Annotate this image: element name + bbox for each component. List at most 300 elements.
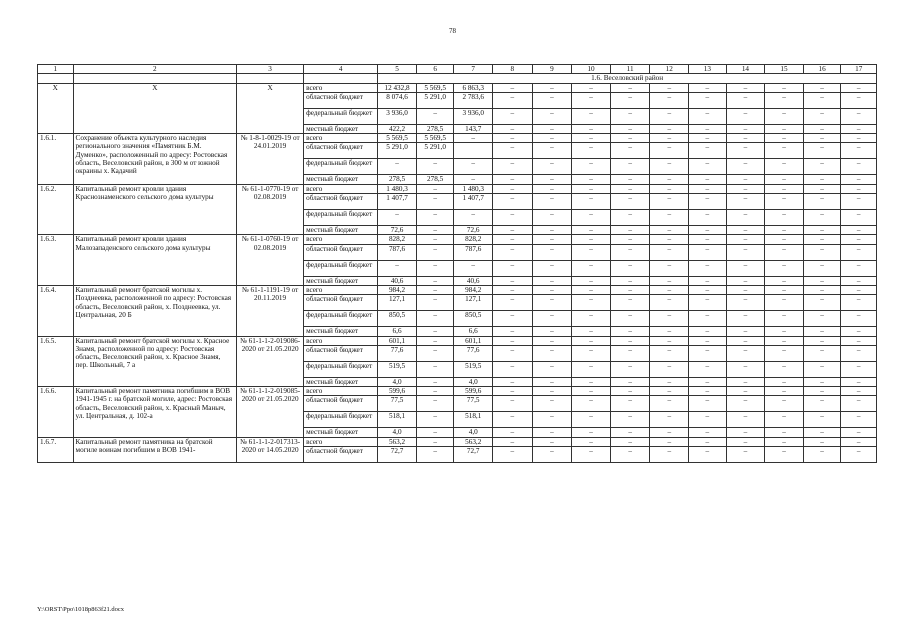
dash-cell: – <box>532 124 572 133</box>
dash-cell: – <box>689 428 727 437</box>
dash-cell: – <box>841 92 877 108</box>
dash-cell: – <box>726 295 765 311</box>
amount-v7: – <box>454 159 493 175</box>
dash-cell: – <box>726 194 765 210</box>
dash-cell: – <box>765 175 804 184</box>
dash-cell: – <box>610 311 650 327</box>
column-number: 3 <box>237 65 304 74</box>
dash-cell: – <box>532 184 572 193</box>
dash-cell: – <box>532 175 572 184</box>
amount-v7: 1 480,3 <box>454 184 493 193</box>
dash-cell: – <box>689 377 727 386</box>
dash-cell: – <box>532 83 572 92</box>
dash-cell: – <box>726 345 765 361</box>
dash-cell: – <box>803 83 841 92</box>
dash-cell: – <box>841 83 877 92</box>
dash-cell: – <box>610 412 650 428</box>
funding-source: федеральный бюджет <box>304 210 378 226</box>
amount-v5: 601,1 <box>378 336 417 345</box>
dash-cell: – <box>689 194 727 210</box>
dash-cell: – <box>689 285 727 294</box>
amount-v7: 601,1 <box>454 336 493 345</box>
dash-cell: – <box>726 235 765 244</box>
amount-v6: 278,5 <box>416 175 454 184</box>
dash-cell: – <box>765 159 804 175</box>
dash-cell: – <box>572 295 611 311</box>
dash-cell: – <box>650 92 689 108</box>
amount-v5: 787,6 <box>378 244 417 260</box>
dash-cell: – <box>572 226 611 235</box>
dash-cell: – <box>803 134 841 143</box>
dash-cell: – <box>765 194 804 210</box>
item-number: 1.6.1. <box>38 134 74 185</box>
dash-cell: – <box>765 108 804 124</box>
dash-cell: – <box>803 184 841 193</box>
funding-source: местный бюджет <box>304 327 378 336</box>
item-number: 1.6.4. <box>38 285 74 336</box>
dash-cell: – <box>726 412 765 428</box>
dash-cell: – <box>650 285 689 294</box>
dash-cell: – <box>572 143 611 159</box>
table-row <box>38 336 877 345</box>
column-number: 13 <box>689 65 727 74</box>
dash-cell: – <box>803 226 841 235</box>
dash-cell: – <box>841 226 877 235</box>
dash-cell: – <box>803 361 841 377</box>
item-number: 1.6.3. <box>38 235 74 286</box>
amount-v7: 72,6 <box>454 226 493 235</box>
column-number: 14 <box>726 65 765 74</box>
dash-cell: – <box>532 92 572 108</box>
dash-cell: – <box>726 260 765 276</box>
dash-cell: – <box>532 396 572 412</box>
amount-v6: – <box>416 260 454 276</box>
amount-v5: 599,6 <box>378 387 417 396</box>
item-document: № 61-1-1-2-019085-2020 от 21.05.2020 <box>237 387 304 438</box>
dash-cell: – <box>650 437 689 446</box>
dash-cell: – <box>726 92 765 108</box>
dash-cell: – <box>610 108 650 124</box>
dash-cell: – <box>803 345 841 361</box>
amount-v7: 2 783,6 <box>454 92 493 108</box>
dash-cell: – <box>841 134 877 143</box>
dash-cell: – <box>650 124 689 133</box>
dash-cell: – <box>841 124 877 133</box>
dash-cell: – <box>532 194 572 210</box>
dash-cell: – <box>610 377 650 386</box>
dash-cell: – <box>765 345 804 361</box>
amount-v6: 278,5 <box>416 124 454 133</box>
amount-v7: 72,7 <box>454 447 493 463</box>
dash-cell: – <box>572 412 611 428</box>
dash-cell: – <box>493 276 533 285</box>
dash-cell: – <box>726 244 765 260</box>
dash-cell: – <box>689 276 727 285</box>
dash-cell: – <box>841 447 877 463</box>
dash-cell: – <box>689 447 727 463</box>
dash-cell: – <box>841 244 877 260</box>
dash-cell: – <box>610 184 650 193</box>
dash-cell: – <box>610 327 650 336</box>
dash-cell: – <box>650 428 689 437</box>
dash-cell: – <box>841 159 877 175</box>
dash-cell: – <box>610 260 650 276</box>
amount-v7: 563,2 <box>454 437 493 446</box>
dash-cell: – <box>610 235 650 244</box>
dash-cell: – <box>689 124 727 133</box>
dash-cell: – <box>650 184 689 193</box>
dash-cell: – <box>610 143 650 159</box>
column-number: 1 <box>38 65 74 74</box>
dash-cell: – <box>726 124 765 133</box>
item-document: № 1-8-1-0029-19 от 24.01.2019 <box>237 134 304 185</box>
amount-v7: 3 936,0 <box>454 108 493 124</box>
dash-cell: – <box>841 428 877 437</box>
table-row <box>38 285 877 294</box>
column-number: 6 <box>416 65 454 74</box>
item-document: № 61-1-0760-19 от 02.08.2019 <box>237 235 304 286</box>
dash-cell: – <box>765 210 804 226</box>
dash-cell: – <box>572 244 611 260</box>
funding-source: всего <box>304 184 378 193</box>
item-name: Капитальный ремонт братской могилы х. Красное Знамя, расположенной по адресу: Ростовская область, Веселовский район, х. Красное Знамя, пер. Школьный, 7 а <box>73 336 237 387</box>
amount-v6: 5 569,5 <box>416 134 454 143</box>
dash-cell: – <box>650 194 689 210</box>
column-number: 15 <box>765 65 804 74</box>
dash-cell: – <box>803 92 841 108</box>
item-document: № 61-1-0770-19 от 02.08.2019 <box>237 184 304 235</box>
item-number: 1.6.6. <box>38 387 74 438</box>
dash-cell: – <box>841 345 877 361</box>
amount-v5: 278,5 <box>378 175 417 184</box>
dash-cell: – <box>726 336 765 345</box>
dash-cell: – <box>841 336 877 345</box>
dash-cell: – <box>650 108 689 124</box>
amount-v6: – <box>416 210 454 226</box>
dash-cell: – <box>726 83 765 92</box>
column-number: 5 <box>378 65 417 74</box>
item-name: Капитальный ремонт памятника на братской могиле воинам погибшим в ВОВ 1941- <box>73 437 237 462</box>
funding-source: всего <box>304 83 378 92</box>
dash-cell: – <box>726 361 765 377</box>
dash-cell: – <box>493 345 533 361</box>
amount-v6: – <box>416 244 454 260</box>
funding-source: областной бюджет <box>304 447 378 463</box>
dash-cell: – <box>493 108 533 124</box>
column-number: 8 <box>493 65 533 74</box>
dash-cell: – <box>650 235 689 244</box>
dash-cell: – <box>726 143 765 159</box>
dash-cell: – <box>610 276 650 285</box>
dash-cell: – <box>803 437 841 446</box>
dash-cell: – <box>765 235 804 244</box>
dash-cell: – <box>610 226 650 235</box>
dash-cell: – <box>689 327 727 336</box>
dash-cell: – <box>650 295 689 311</box>
dash-cell: – <box>650 83 689 92</box>
dash-cell: – <box>610 244 650 260</box>
dash-cell: – <box>572 396 611 412</box>
dash-cell: – <box>650 396 689 412</box>
dash-cell: – <box>765 124 804 133</box>
dash-cell: – <box>765 396 804 412</box>
dash-cell: – <box>650 336 689 345</box>
dash-cell: – <box>726 226 765 235</box>
dash-cell: – <box>726 175 765 184</box>
dash-cell: – <box>689 184 727 193</box>
dash-cell: – <box>841 311 877 327</box>
dash-cell: – <box>532 327 572 336</box>
dash-cell: – <box>493 387 533 396</box>
dash-cell: – <box>726 134 765 143</box>
amount-v6: – <box>416 285 454 294</box>
dash-cell: – <box>610 83 650 92</box>
amount-v5: 6,6 <box>378 327 417 336</box>
dash-cell: – <box>689 108 727 124</box>
dash-cell: – <box>532 226 572 235</box>
dash-cell: – <box>493 194 533 210</box>
funding-source: областной бюджет <box>304 345 378 361</box>
amount-v7: 984,2 <box>454 285 493 294</box>
amount-v5: 77,6 <box>378 345 417 361</box>
amount-v6: – <box>416 377 454 386</box>
table-row <box>38 83 877 92</box>
dash-cell: – <box>726 210 765 226</box>
dash-cell: – <box>572 345 611 361</box>
dash-cell: – <box>803 159 841 175</box>
dash-cell: – <box>493 437 533 446</box>
dash-cell: – <box>726 285 765 294</box>
dash-cell: – <box>765 260 804 276</box>
dash-cell: – <box>493 124 533 133</box>
dash-cell: – <box>650 244 689 260</box>
dash-cell: – <box>765 285 804 294</box>
dash-cell: – <box>841 412 877 428</box>
dash-cell: – <box>572 108 611 124</box>
dash-cell: – <box>803 260 841 276</box>
amount-v6: – <box>416 194 454 210</box>
dash-cell: – <box>650 345 689 361</box>
dash-cell: – <box>493 428 533 437</box>
amount-v5: 563,2 <box>378 437 417 446</box>
dash-cell: – <box>610 285 650 294</box>
dash-cell: – <box>726 108 765 124</box>
amount-v6: – <box>416 336 454 345</box>
funding-source: местный бюджет <box>304 124 378 133</box>
dash-cell: – <box>689 244 727 260</box>
dash-cell: – <box>841 235 877 244</box>
column-number: 17 <box>841 65 877 74</box>
dash-cell: – <box>841 184 877 193</box>
amount-v5: 12 432,8 <box>378 83 417 92</box>
column-number: 11 <box>610 65 650 74</box>
dash-cell: – <box>841 377 877 386</box>
amount-v7: 127,1 <box>454 295 493 311</box>
dash-cell: – <box>650 361 689 377</box>
dash-cell: – <box>572 159 611 175</box>
amount-v7: 143,7 <box>454 124 493 133</box>
funding-source: всего <box>304 285 378 294</box>
funding-source: всего <box>304 387 378 396</box>
section-row <box>38 74 877 83</box>
dash-cell: – <box>650 327 689 336</box>
dash-cell: – <box>841 285 877 294</box>
item-number: 1.6.2. <box>38 184 74 235</box>
dash-cell: – <box>532 345 572 361</box>
amount-v7: 6 863,3 <box>454 83 493 92</box>
dash-cell: – <box>572 361 611 377</box>
dash-cell: – <box>726 276 765 285</box>
dash-cell: – <box>650 210 689 226</box>
amount-v7: 850,5 <box>454 311 493 327</box>
dash-cell: – <box>689 336 727 345</box>
funding-source: областной бюджет <box>304 92 378 108</box>
dash-cell: – <box>765 361 804 377</box>
amount-v5: 850,5 <box>378 311 417 327</box>
dash-cell: – <box>572 387 611 396</box>
amount-v6: – <box>416 447 454 463</box>
dash-cell: – <box>841 175 877 184</box>
amount-v6: – <box>416 295 454 311</box>
dash-cell: – <box>572 124 611 133</box>
funding-source: всего <box>304 235 378 244</box>
dash-cell: – <box>689 235 727 244</box>
dash-cell: – <box>532 134 572 143</box>
amount-v7: 40,6 <box>454 276 493 285</box>
dash-cell: – <box>689 412 727 428</box>
amount-v5: 1 407,7 <box>378 194 417 210</box>
dash-cell: – <box>765 428 804 437</box>
dash-cell: – <box>765 447 804 463</box>
dash-cell: – <box>650 226 689 235</box>
dash-cell: – <box>689 295 727 311</box>
dash-cell: – <box>650 377 689 386</box>
funding-source: местный бюджет <box>304 276 378 285</box>
dash-cell: – <box>803 175 841 184</box>
dash-cell: – <box>532 260 572 276</box>
item-name: Сохранение объекта культурного наследия регионального значения «Памятник Б.М. Думенко», расположенный по адресу: Ростовская область, Веселовский район, в 300 м от южной окраины х. Кадачий <box>73 134 237 185</box>
dash-cell: – <box>726 159 765 175</box>
table-row <box>38 387 877 396</box>
dash-cell: – <box>689 396 727 412</box>
amount-v5: 984,2 <box>378 285 417 294</box>
amount-v5: – <box>378 210 417 226</box>
dash-cell: – <box>841 361 877 377</box>
dash-cell: – <box>689 361 727 377</box>
dash-cell: – <box>532 295 572 311</box>
column-number: 4 <box>304 65 378 74</box>
dash-cell: – <box>841 194 877 210</box>
dash-cell: – <box>726 396 765 412</box>
dash-cell: – <box>803 295 841 311</box>
column-number: 9 <box>532 65 572 74</box>
dash-cell: – <box>765 92 804 108</box>
amount-v7: 599,6 <box>454 387 493 396</box>
dash-cell: – <box>493 260 533 276</box>
funding-source: местный бюджет <box>304 428 378 437</box>
dash-cell: – <box>765 336 804 345</box>
item-document: № 61-1-1-2-019086-2020 от 21.05.2020 <box>237 336 304 387</box>
dash-cell: – <box>841 276 877 285</box>
item-name: Капитальный ремонт кровли здания Краснознаменского сельского дома культуры <box>73 184 237 235</box>
dash-cell: – <box>610 134 650 143</box>
dash-cell: – <box>532 361 572 377</box>
dash-cell: – <box>650 387 689 396</box>
dash-cell: – <box>572 327 611 336</box>
dash-cell: – <box>610 194 650 210</box>
item-number: 1.6.7. <box>38 437 74 462</box>
dash-cell: – <box>803 108 841 124</box>
dash-cell: – <box>803 447 841 463</box>
dash-cell: – <box>572 260 611 276</box>
column-number-row <box>38 65 877 74</box>
dash-cell: – <box>610 361 650 377</box>
dash-cell: – <box>803 327 841 336</box>
amount-v6: 5 291,0 <box>416 143 454 159</box>
amount-v7: 4,0 <box>454 428 493 437</box>
dash-cell: – <box>726 311 765 327</box>
amount-v7: 6,6 <box>454 327 493 336</box>
dash-cell: – <box>610 447 650 463</box>
dash-cell: – <box>689 311 727 327</box>
dash-cell: – <box>493 184 533 193</box>
dash-cell: – <box>532 159 572 175</box>
amount-v6: – <box>416 361 454 377</box>
amount-v5: – <box>378 159 417 175</box>
page-number: 78 <box>449 27 456 35</box>
amount-v5: 5 569,5 <box>378 134 417 143</box>
dash-cell: – <box>765 295 804 311</box>
amount-v6: – <box>416 428 454 437</box>
item-name: Капитальный ремонт кровли здания Малозападенского сельского дома культуры <box>73 235 237 286</box>
amount-v6: – <box>416 184 454 193</box>
funding-source: местный бюджет <box>304 175 378 184</box>
funding-source: всего <box>304 134 378 143</box>
funding-source: всего <box>304 437 378 446</box>
amount-v5: 72,6 <box>378 226 417 235</box>
dash-cell: – <box>841 143 877 159</box>
dash-cell: – <box>803 143 841 159</box>
dash-cell: – <box>493 83 533 92</box>
dash-cell: – <box>689 134 727 143</box>
dash-cell: – <box>803 311 841 327</box>
amount-v5: 72,7 <box>378 447 417 463</box>
amount-v7: 519,5 <box>454 361 493 377</box>
amount-v6: – <box>416 412 454 428</box>
amount-v5: 422,2 <box>378 124 417 133</box>
dash-cell: – <box>650 447 689 463</box>
item-name: Капитальный ремонт братской могилы х. Позднеевка, расположенной по адресу: Ростовская область, Веселовский район, х. Позднеевка, ул. Центральная, 20 Б <box>73 285 237 336</box>
amount-v6: – <box>416 387 454 396</box>
dash-cell: – <box>532 447 572 463</box>
dash-cell: – <box>493 336 533 345</box>
dash-cell: – <box>726 428 765 437</box>
dash-cell: – <box>532 285 572 294</box>
dash-cell: – <box>841 396 877 412</box>
amount-v6: – <box>416 108 454 124</box>
item-name: Капитальный ремонт памятника погибшим в ВОВ 1941-1945 г. на братской могиле, адрес: Ростовская область, Веселовский район, х. Красный Маныч, ул. Центральная, д. 102-а <box>73 387 237 438</box>
dash-cell: – <box>493 311 533 327</box>
dash-cell: – <box>765 377 804 386</box>
amount-v6: 5 569,5 <box>416 83 454 92</box>
item-number: Х <box>38 83 74 134</box>
dash-cell: – <box>572 428 611 437</box>
dash-cell: – <box>650 159 689 175</box>
item-number: 1.6.5. <box>38 336 74 387</box>
dash-cell: – <box>493 377 533 386</box>
dash-cell: – <box>610 92 650 108</box>
dash-cell: – <box>841 327 877 336</box>
